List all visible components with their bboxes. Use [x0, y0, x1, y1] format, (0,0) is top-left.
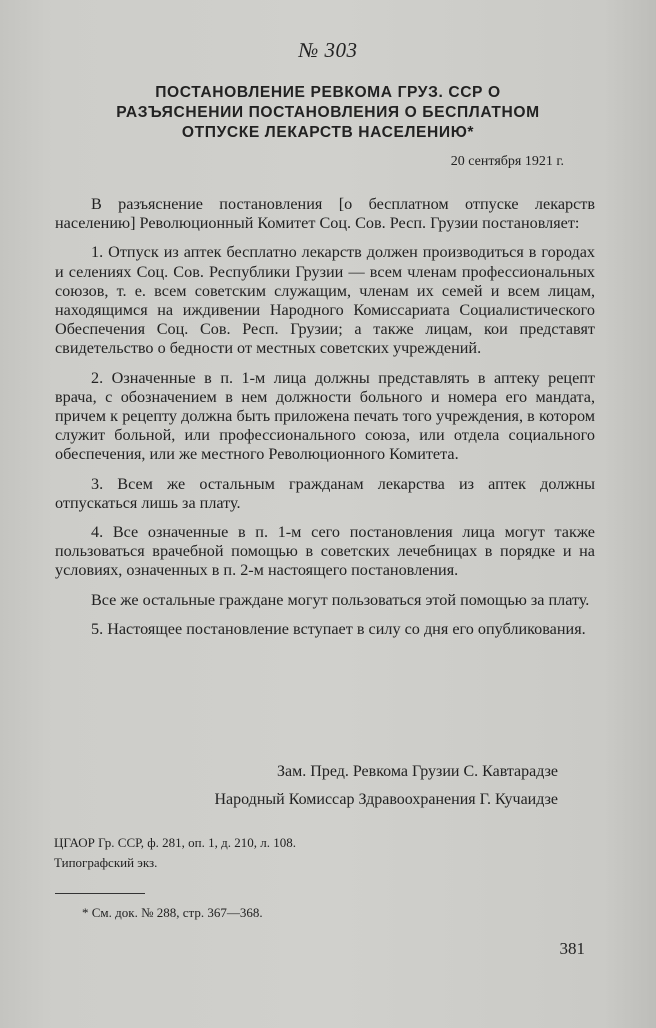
document-title: [40, 83, 616, 143]
archive-line: Типографский экз.: [54, 855, 158, 870]
archive-line: ЦГАОР Гр. ССР, ф. 281, оп. 1, д. 210, л. 108.: [54, 835, 296, 850]
document-date: 20 сентября 1921 г.: [450, 154, 564, 169]
paragraph-item-5: 5. Настоящее постановление вступает в силу со дня его опубликования.: [91, 619, 586, 638]
paragraph-item-3: 3. Всем же остальным гражданам лекарства из аптек должны отпускаться лишь за плату.: [55, 474, 595, 512]
signature-deputy-chairman: Зам. Пред. Ревкома Грузии С. Кавтарадзе: [277, 763, 558, 780]
paragraph-item-4: 4. Все означенные в п. 1-м сего постановления лица могут также пользоваться врачебной помощью в советских лечебницах в порядке и на условиях, означенных в п. 2-м настоящего постановления.: [55, 523, 595, 580]
paragraph-item-1: 1. Отпуск из аптек бесплатно лекарств должен производиться в городах и селениях Соц. Сов. Республики Грузии — всем членам профессиональных союзов, т. е. всем советским служащим, членам их семей и всем лицам, находящимся на иждивении Народного Комиссариата Социалистического Обеспечения Соц. Сов. Респ. Грузии; а также лицам, кои представят свидетельство о бедности от местных советских учреждений.: [55, 243, 595, 358]
paragraph-item-2: 2. Означенные в п. 1-м лица должны представлять в аптеку рецепт врача, с обозначением в нем должности больного и номера его мандата, причем к рецепту должна быть приложена печать того учреждения, в котором служит больной, или профессионального союза, или отдела социального обеспечения, или же местного Революционного Комитета.: [55, 368, 595, 464]
footnote-divider: [55, 893, 145, 894]
title-line: ПОСТАНОВЛЕНИЕ РЕВКОМА ГРУЗ. ССР О: [155, 84, 501, 101]
document-body: [55, 195, 595, 649]
paragraph-item-4-note: Все же остальные граждане могут пользоваться этой помощью за плату.: [91, 590, 590, 609]
footnote: * См. док. № 288, стр. 367—368.: [82, 905, 263, 920]
archive-reference: [54, 833, 296, 873]
title-line: ОТПУСКЕ ЛЕКАРСТВ НАСЕЛЕНИЮ*: [181, 124, 475, 141]
page-number: 381: [559, 939, 585, 958]
signature-health-commissar: Народный Комиссар Здравоохранения Г. Кучаидзе: [214, 791, 558, 808]
title-line: РАЗЪЯСНЕНИИ ПОСТАНОВЛЕНИЯ О БЕСПЛАТНОМ: [116, 104, 540, 121]
paragraph-intro: В разъяснение постановления [о бесплатном отпуске лекарств населению] Революционный Комитет Соц. Сов. Респ. Грузии постановляет:: [55, 195, 595, 233]
document-number: № 303: [298, 38, 358, 62]
